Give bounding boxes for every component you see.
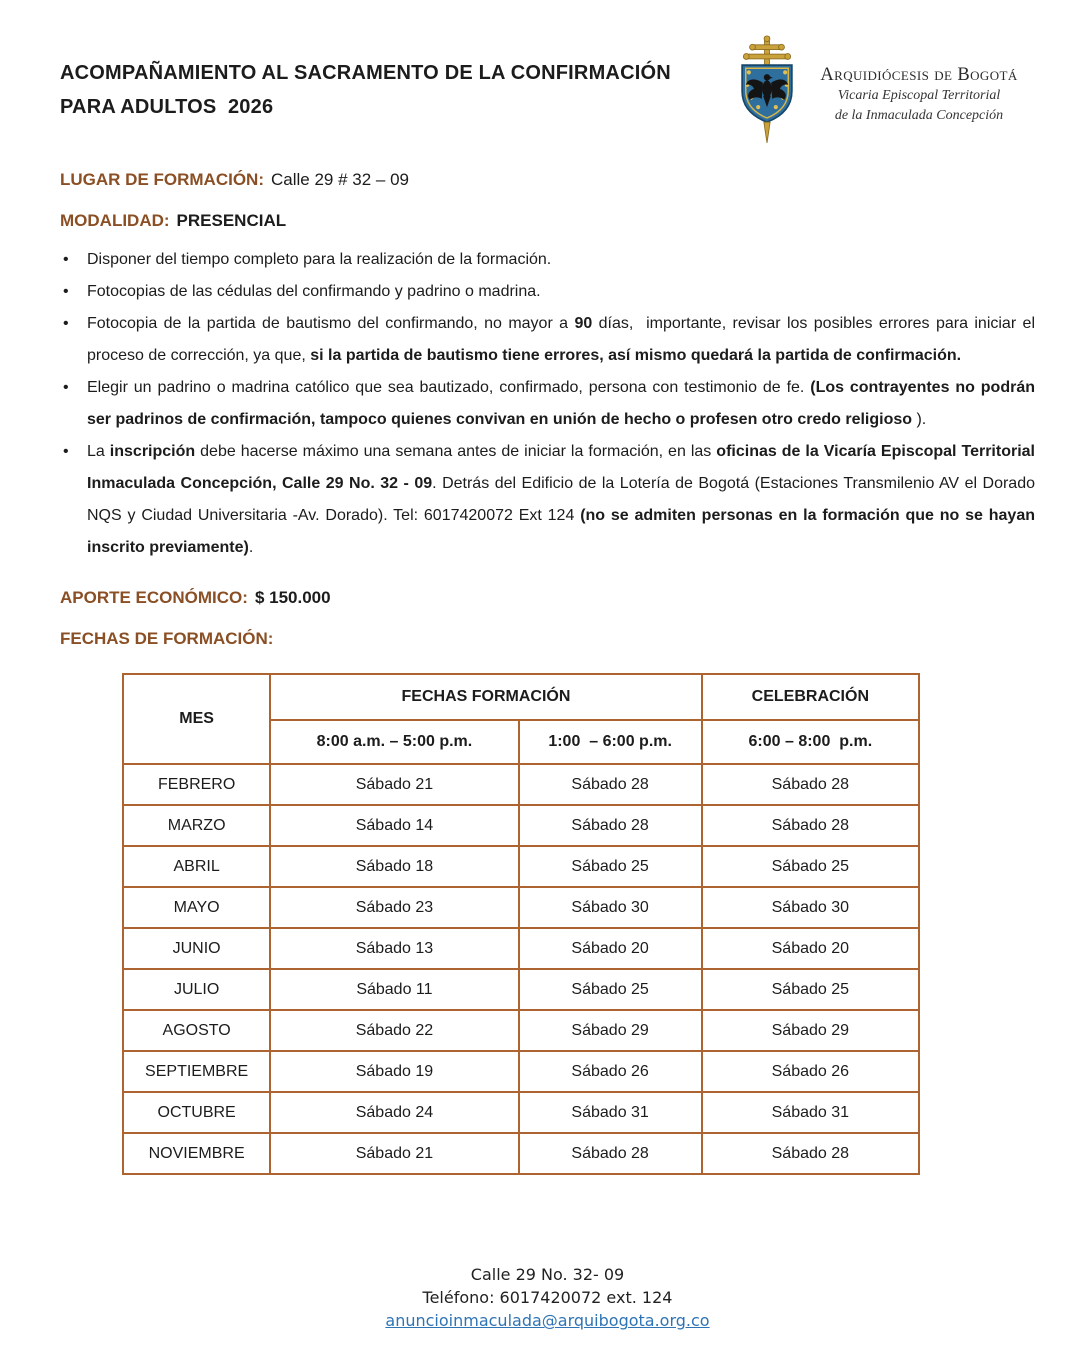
celebration-date-cell: Sábado 20 [702, 928, 919, 969]
month-cell: FEBRERO [123, 764, 270, 805]
formation-date-2-cell: Sábado 25 [519, 969, 702, 1010]
formation-date-1-cell: Sábado 21 [270, 764, 518, 805]
formation-date-1-cell: Sábado 13 [270, 928, 518, 969]
footer-email-link[interactable]: anuncioinmaculada@arquibogota.org.co [385, 1311, 710, 1331]
modalidad-label: MODALIDAD: [60, 211, 170, 230]
text-segment: . [248, 539, 254, 556]
column-header-time-celebracion: 6:00 – 8:00 p.m. [702, 720, 919, 764]
celebration-date-cell: Sábado 26 [702, 1051, 919, 1092]
text-segment: Fotocopias de las cédulas del confirmando y padrino o madrina. [87, 283, 541, 300]
column-header-time-formacion-1: 8:00 a.m. – 5:00 p.m. [270, 720, 518, 764]
lugar-value: Calle 29 # 32 – 09 [270, 170, 409, 189]
table-row [123, 928, 919, 969]
celebration-date-cell: Sábado 25 [702, 846, 919, 887]
list-item-text [87, 443, 1039, 556]
page-title [60, 30, 671, 124]
table-row [123, 1133, 919, 1174]
column-header-fechas-formacion: FECHAS FORMACIÓN [270, 674, 701, 720]
formation-date-1-cell: Sábado 11 [270, 969, 518, 1010]
list-item [60, 244, 1035, 276]
org-name: Arquidiócesis de Bogotá [820, 65, 1018, 85]
formation-date-1-cell: Sábado 14 [270, 805, 518, 846]
modalidad-value: PRESENCIAL [176, 211, 287, 230]
text-segment: Elegir un padrino o madrina católico que sea bautizado, confirmado, persona con testimonio de fe. [87, 379, 811, 396]
formation-date-2-cell: Sábado 29 [519, 1010, 702, 1051]
list-item-text [87, 283, 541, 300]
org-subtitle-2: de la Inmaculada Concepción [834, 108, 1004, 124]
list-item-text [87, 379, 1039, 428]
formation-date-2-cell: Sábado 20 [519, 928, 702, 969]
month-cell: MARZO [123, 805, 270, 846]
formation-date-2-cell: Sábado 31 [519, 1092, 702, 1133]
text-segment: . Detrás del Edificio de la Lotería de Bogotá (Estaciones Transmilenio AV el Dorado NQS y Ciudad Universitaria -Av. Dorado). Tel: 6017420072 Ext 124 [87, 475, 1040, 524]
text-segment: inscripción [109, 443, 196, 460]
table-row [123, 887, 919, 928]
document-footer [60, 1263, 1035, 1333]
column-header-celebracion: CELEBRACIÓN [702, 674, 919, 720]
org-subtitle-1: Vicaria Episcopal Territorial [837, 88, 1001, 104]
schedule-table-body [123, 764, 919, 1174]
bullet-icon: • [63, 283, 69, 300]
document-header [60, 30, 1035, 146]
list-item [60, 276, 1035, 308]
celebration-date-cell: Sábado 29 [702, 1010, 919, 1051]
month-cell: SEPTIEMBRE [123, 1051, 270, 1092]
text-segment: oficinas de la Vicaría Episcopal Territorial Inmaculada Concepción, Calle 29 No. 32 - 09 [87, 443, 1040, 492]
aporte-label: APORTE ECONÓMICO: [60, 588, 248, 607]
table-row [123, 969, 919, 1010]
text-segment: Fotocopia de la partida de bautismo del confirmando, no mayor a [87, 315, 575, 332]
modalidad-field [60, 211, 1035, 231]
table-row [123, 1092, 919, 1133]
list-item [60, 372, 1040, 436]
table-row [123, 805, 919, 846]
text-segment: La [87, 443, 110, 460]
formation-date-1-cell: Sábado 18 [270, 846, 518, 887]
month-cell: MAYO [123, 887, 270, 928]
archdiocese-logo [733, 34, 1033, 146]
celebration-date-cell: Sábado 28 [702, 1133, 919, 1174]
formation-date-2-cell: Sábado 25 [519, 846, 702, 887]
fechas-de-formacion-label: FECHAS DE FORMACIÓN: [60, 629, 274, 648]
formation-date-2-cell: Sábado 28 [519, 764, 702, 805]
text-segment: si la partida de bautismo tiene errores, así mismo quedará la partida de confirmación. [310, 347, 962, 364]
formation-date-2-cell: Sábado 28 [519, 805, 702, 846]
aporte-economico-field [60, 588, 1035, 608]
footer-address: Calle 29 No. 32- 09 [470, 1265, 625, 1284]
month-cell: NOVIEMBRE [123, 1133, 270, 1174]
list-item [60, 436, 1040, 564]
month-cell: JUNIO [123, 928, 270, 969]
celebration-date-cell: Sábado 25 [702, 969, 919, 1010]
requirements-list [60, 244, 1040, 564]
bullet-icon: • [63, 315, 69, 332]
bullet-icon: • [63, 251, 69, 268]
column-header-time-formacion-2: 1:00 – 6:00 p.m. [519, 720, 702, 764]
list-item-text [87, 251, 551, 268]
bullet-icon: • [63, 379, 69, 396]
table-row [123, 1051, 919, 1092]
celebration-date-cell: Sábado 31 [702, 1092, 919, 1133]
table-row [123, 764, 919, 805]
month-cell: ABRIL [123, 846, 270, 887]
celebration-date-cell: Sábado 28 [702, 764, 919, 805]
archdiocese-crest-icon [733, 34, 801, 146]
celebration-date-cell: Sábado 30 [702, 887, 919, 928]
footer-phone: Teléfono: 6017420072 ext. 124 [422, 1288, 673, 1308]
text-segment: ). [912, 411, 927, 428]
text-segment: (Los contrayentes no podrán ser padrinos de confirmación, tampoco quienes convivan en unión de hecho o profesen otro credo religioso [87, 379, 1040, 428]
table-row [123, 1010, 919, 1051]
formation-date-2-cell: Sábado 28 [519, 1133, 702, 1174]
formation-date-2-cell: Sábado 26 [519, 1051, 702, 1092]
title-line-1: ACOMPAÑAMIENTO AL SACRAMENTO DE LA CONFIRMACIÓN [60, 62, 671, 84]
list-item [60, 308, 1040, 372]
table-row [123, 846, 919, 887]
formation-date-1-cell: Sábado 19 [270, 1051, 518, 1092]
schedule-table-header [123, 674, 919, 764]
text-segment: (no se admiten personas en la formación que no se hayan inscrito previamente) [87, 507, 1040, 556]
lugar-label: LUGAR DE FORMACIÓN: [60, 170, 264, 189]
celebration-date-cell: Sábado 28 [702, 805, 919, 846]
text-segment: Disponer del tiempo completo para la realización de la formación. [87, 251, 552, 268]
formation-date-2-cell: Sábado 30 [519, 887, 702, 928]
column-header-mes: MES [123, 674, 270, 764]
formation-date-1-cell: Sábado 22 [270, 1010, 518, 1051]
archdiocese-logo-text [805, 64, 1033, 127]
month-cell: OCTUBRE [123, 1092, 270, 1133]
lugar-de-formacion-field [60, 170, 1035, 190]
formation-date-1-cell: Sábado 21 [270, 1133, 518, 1174]
month-cell: JULIO [123, 969, 270, 1010]
text-segment: días, importante, revisar los posibles errores para iniciar el proceso de corrección, ya que, [87, 315, 1040, 364]
text-segment: 90 [574, 315, 593, 332]
formation-date-1-cell: Sábado 23 [270, 887, 518, 928]
formation-date-1-cell: Sábado 24 [270, 1092, 518, 1133]
title-line-2: PARA ADULTOS 2026 [60, 96, 274, 118]
aporte-value: $ 150.000 [254, 588, 331, 607]
text-segment: debe hacerse máximo una semana antes de iniciar la formación, en las [195, 443, 717, 460]
schedule-table [122, 673, 920, 1175]
month-cell: AGOSTO [123, 1010, 270, 1051]
bullet-icon: • [63, 443, 69, 460]
list-item-text [87, 315, 1039, 364]
